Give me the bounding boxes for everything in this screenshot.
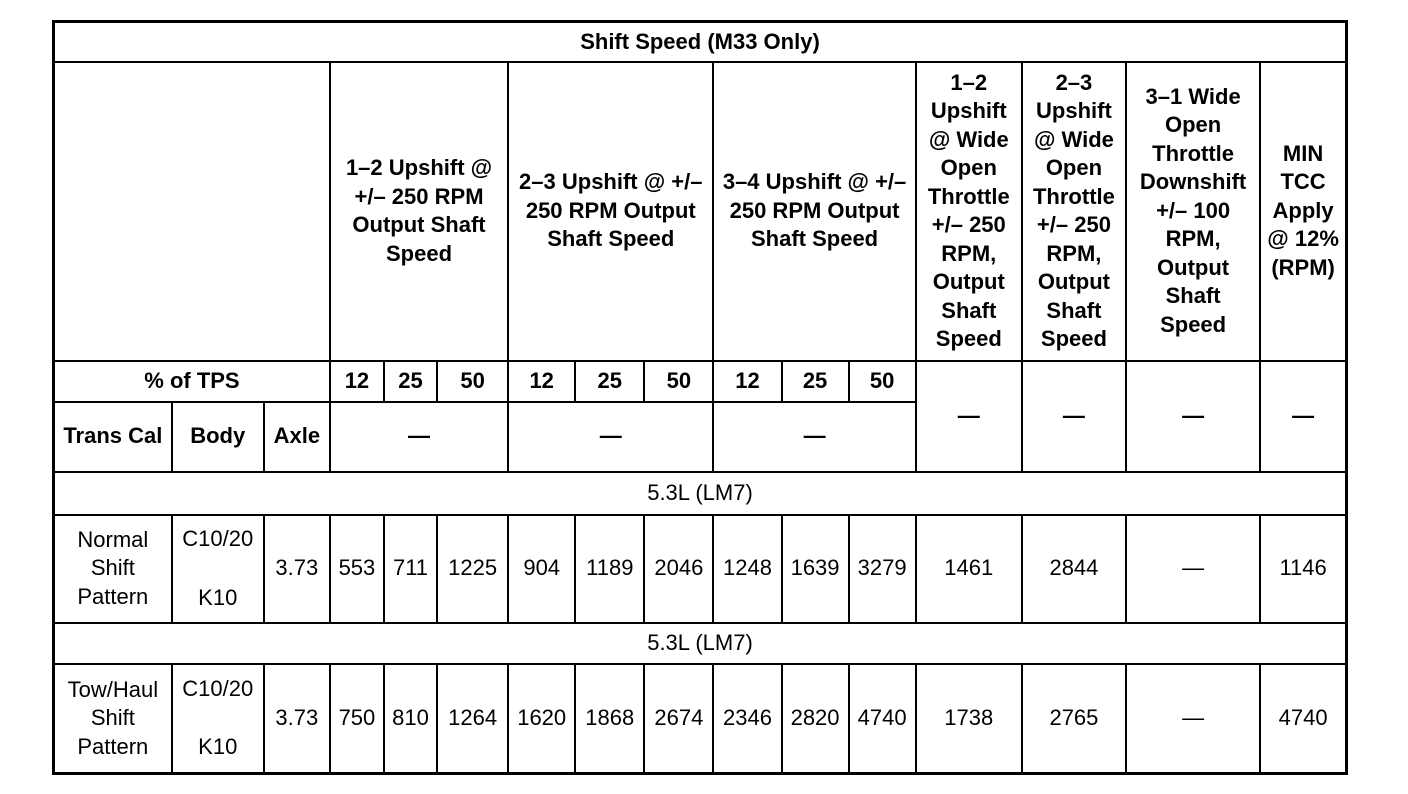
tps-value: 12 <box>330 361 384 402</box>
data-cell: 2844 <box>1022 515 1126 623</box>
wot-1-2-subheader-dash: — <box>916 361 1022 472</box>
shift-pattern-label: Tow/Haul Shift Pattern <box>54 664 172 774</box>
data-cell: 1461 <box>916 515 1022 623</box>
tps-row <box>54 361 1347 402</box>
data-cell: 2346 <box>713 664 781 774</box>
axle-value: 3.73 <box>264 515 330 623</box>
header-upshift-1-2: 1–2 Upshift @ +/– 250 RPM Output Shaft Speed <box>330 62 508 361</box>
data-cell: — <box>1126 664 1260 774</box>
data-cell: — <box>1126 515 1260 623</box>
data-cell: 3279 <box>849 515 916 623</box>
engine-label: 5.3L (LM7) <box>54 472 1347 515</box>
data-cell: 1264 <box>437 664 508 774</box>
data-cell: 1248 <box>713 515 781 623</box>
body-bottom-value: K10 <box>198 734 238 760</box>
data-cell: 1146 <box>1260 515 1346 623</box>
header-wot-upshift-1-2: 1–2 Upshift @ Wide Open Throttle +/– 250 RPM, Output Shaft Speed <box>916 62 1022 361</box>
tps-value: 12 <box>508 361 575 402</box>
upshift-3-4-subheader-dash: — <box>713 402 915 472</box>
data-cell: 2046 <box>644 515 713 623</box>
body-cell <box>172 515 264 623</box>
data-cell: 2674 <box>644 664 713 774</box>
upshift-1-2-subheader-dash: — <box>330 402 508 472</box>
tps-value: 50 <box>437 361 508 402</box>
engine-row <box>54 623 1347 664</box>
header-upshift-2-3: 2–3 Upshift @ +/– 250 RPM Output Shaft Speed <box>508 62 713 361</box>
engine-row <box>54 472 1347 515</box>
axle-value: 3.73 <box>264 664 330 774</box>
data-cell: 750 <box>330 664 384 774</box>
data-cell: 1225 <box>437 515 508 623</box>
header-row <box>54 62 1347 361</box>
title-row <box>54 22 1347 62</box>
body-bottom-value: K10 <box>198 584 238 610</box>
data-cell: 904 <box>508 515 575 623</box>
engine-label: 5.3L (LM7) <box>54 623 1347 664</box>
tps-value: 50 <box>644 361 713 402</box>
data-cell: 4740 <box>849 664 916 774</box>
data-cell: 711 <box>384 515 437 623</box>
data-cell: 2820 <box>782 664 849 774</box>
tps-value: 25 <box>575 361 644 402</box>
tps-value: 50 <box>849 361 916 402</box>
data-cell: 2765 <box>1022 664 1126 774</box>
header-min-tcc-apply: MIN TCC Apply @ 12% (RPM) <box>1260 62 1346 361</box>
body-cell <box>172 664 264 774</box>
table-title: Shift Speed (M33 Only) <box>54 22 1347 62</box>
shift-pattern-label: Normal Shift Pattern <box>54 515 172 623</box>
header-wot-upshift-2-3: 2–3 Upshift @ Wide Open Throttle +/– 250 RPM, Output Shaft Speed <box>1022 62 1126 361</box>
wot-2-3-subheader-dash: — <box>1022 361 1126 472</box>
shift-speed-table <box>52 20 1348 775</box>
trans-cal-header: Trans Cal <box>54 402 172 472</box>
tps-value: 25 <box>782 361 849 402</box>
data-cell: 1639 <box>782 515 849 623</box>
tps-value: 12 <box>713 361 781 402</box>
data-cell: 4740 <box>1260 664 1346 774</box>
data-cell: 1620 <box>508 664 575 774</box>
min-tcc-subheader-dash: — <box>1260 361 1346 472</box>
tps-label: % of TPS <box>54 361 330 402</box>
data-row <box>54 515 1347 623</box>
data-cell: 1738 <box>916 664 1022 774</box>
upshift-2-3-subheader-dash: — <box>508 402 713 472</box>
axle-header: Axle <box>264 402 330 472</box>
data-cell: 1868 <box>575 664 644 774</box>
tps-value: 25 <box>384 361 437 402</box>
data-cell: 810 <box>384 664 437 774</box>
header-wot-downshift-3-1: 3–1 Wide Open Throttle Downshift +/– 100 RPM, Output Shaft Speed <box>1126 62 1260 361</box>
data-cell: 1189 <box>575 515 644 623</box>
wot-3-1-subheader-dash: — <box>1126 361 1260 472</box>
body-top-value: C10/20 <box>182 526 254 551</box>
header-blank-cell <box>54 62 330 361</box>
header-upshift-3-4: 3–4 Upshift @ +/– 250 RPM Output Shaft Speed <box>713 62 915 361</box>
body-top-value: C10/20 <box>182 675 254 701</box>
data-cell: 553 <box>330 515 384 623</box>
data-row <box>54 664 1347 774</box>
body-header: Body <box>172 402 264 472</box>
